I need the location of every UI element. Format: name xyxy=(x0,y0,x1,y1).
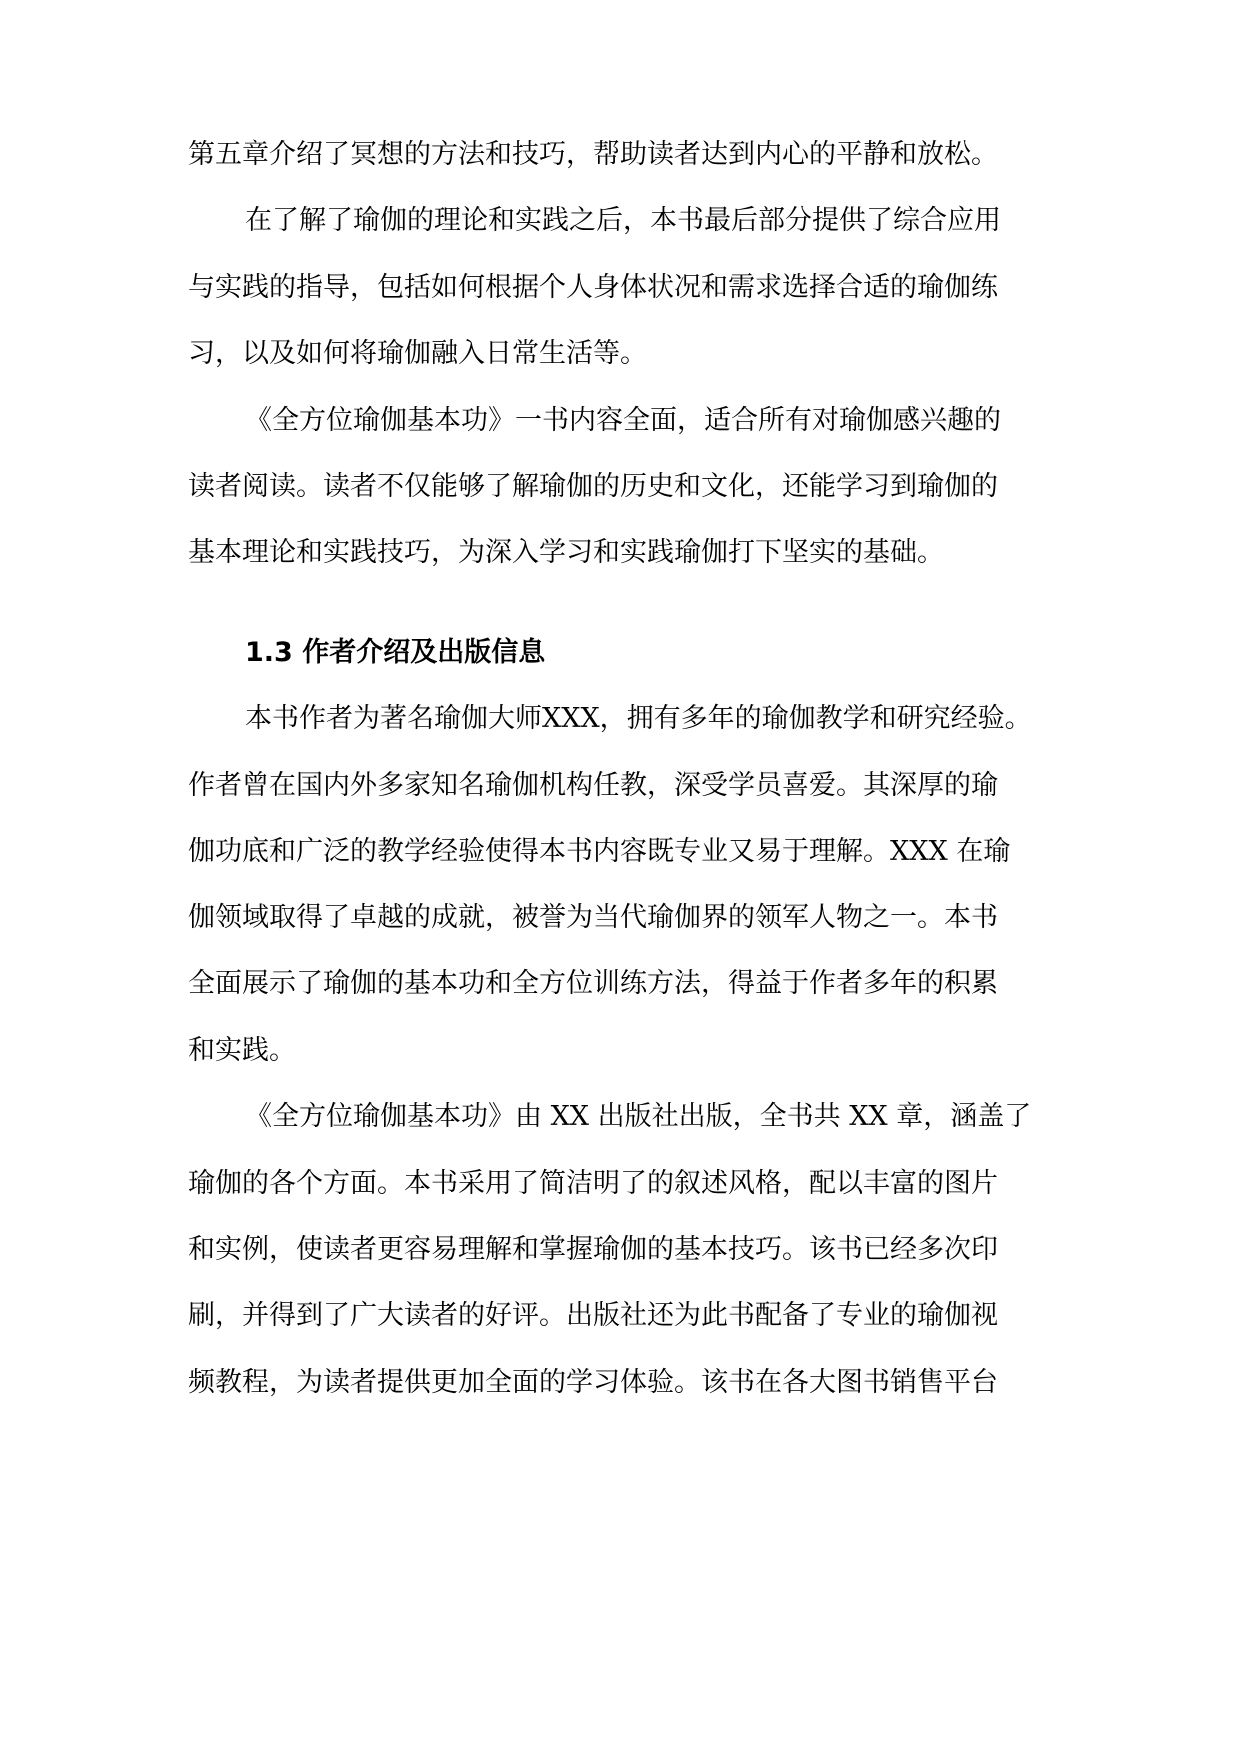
paragraph-line: 频教程，为读者提供更加全面的学习体验。该书在各大图书销售平台 xyxy=(188,1367,998,1398)
paragraph-line: 本书作者为著名瑜伽大师XXX，拥有多年的瑜伽教学和研究经验。 xyxy=(245,703,1032,734)
paragraph-line: 读者阅读。读者不仅能够了解瑜伽的历史和文化，还能学习到瑜伽的 xyxy=(188,471,998,502)
paragraph-line: 伽功底和广泛的教学经验使得本书内容既专业又易于理解。XXX 在瑜 xyxy=(188,836,1011,867)
paragraph-line: 第五章介绍了冥想的方法和技巧，帮助读者达到内心的平静和放松。 xyxy=(188,139,998,170)
paragraph-line: 全面展示了瑜伽的基本功和全方位训练方法，得益于作者多年的积累 xyxy=(188,968,998,999)
paragraph-line: 伽领域取得了卓越的成就，被誉为当代瑜伽界的领军人物之一。本书 xyxy=(188,902,998,933)
paragraph-line: 《全方位瑜伽基本功》一书内容全面，适合所有对瑜伽感兴趣的 xyxy=(245,405,1001,436)
section-heading: 1.3 作者介绍及出版信息 xyxy=(245,637,546,668)
paragraph-line: 刷，并得到了广大读者的好评。出版社还为此书配备了专业的瑜伽视 xyxy=(188,1300,998,1331)
paragraph-line: 和实例，使读者更容易理解和掌握瑜伽的基本技巧。该书已经多次印 xyxy=(188,1234,998,1265)
paragraph-line: 《全方位瑜伽基本功》由 XX 出版社出版，全书共 XX 章，涵盖了 xyxy=(245,1101,1032,1132)
paragraph-line: 基本理论和实践技巧，为深入学习和实践瑜伽打下坚实的基础。 xyxy=(188,537,944,568)
paragraph-line: 习，以及如何将瑜伽融入日常生活等。 xyxy=(188,338,647,369)
paragraph-line: 和实践。 xyxy=(188,1035,296,1066)
paragraph-line: 在了解了瑜伽的理论和实践之后，本书最后部分提供了综合应用 xyxy=(245,205,1001,236)
paragraph-line: 作者曾在国内外多家知名瑜伽机构任教，深受学员喜爱。其深厚的瑜 xyxy=(188,770,998,801)
paragraph-line: 瑜伽的各个方面。本书采用了简洁明了的叙述风格，配以丰富的图片 xyxy=(188,1168,998,1199)
paragraph-line: 与实践的指导，包括如何根据个人身体状况和需求选择合适的瑜伽练 xyxy=(188,272,998,303)
